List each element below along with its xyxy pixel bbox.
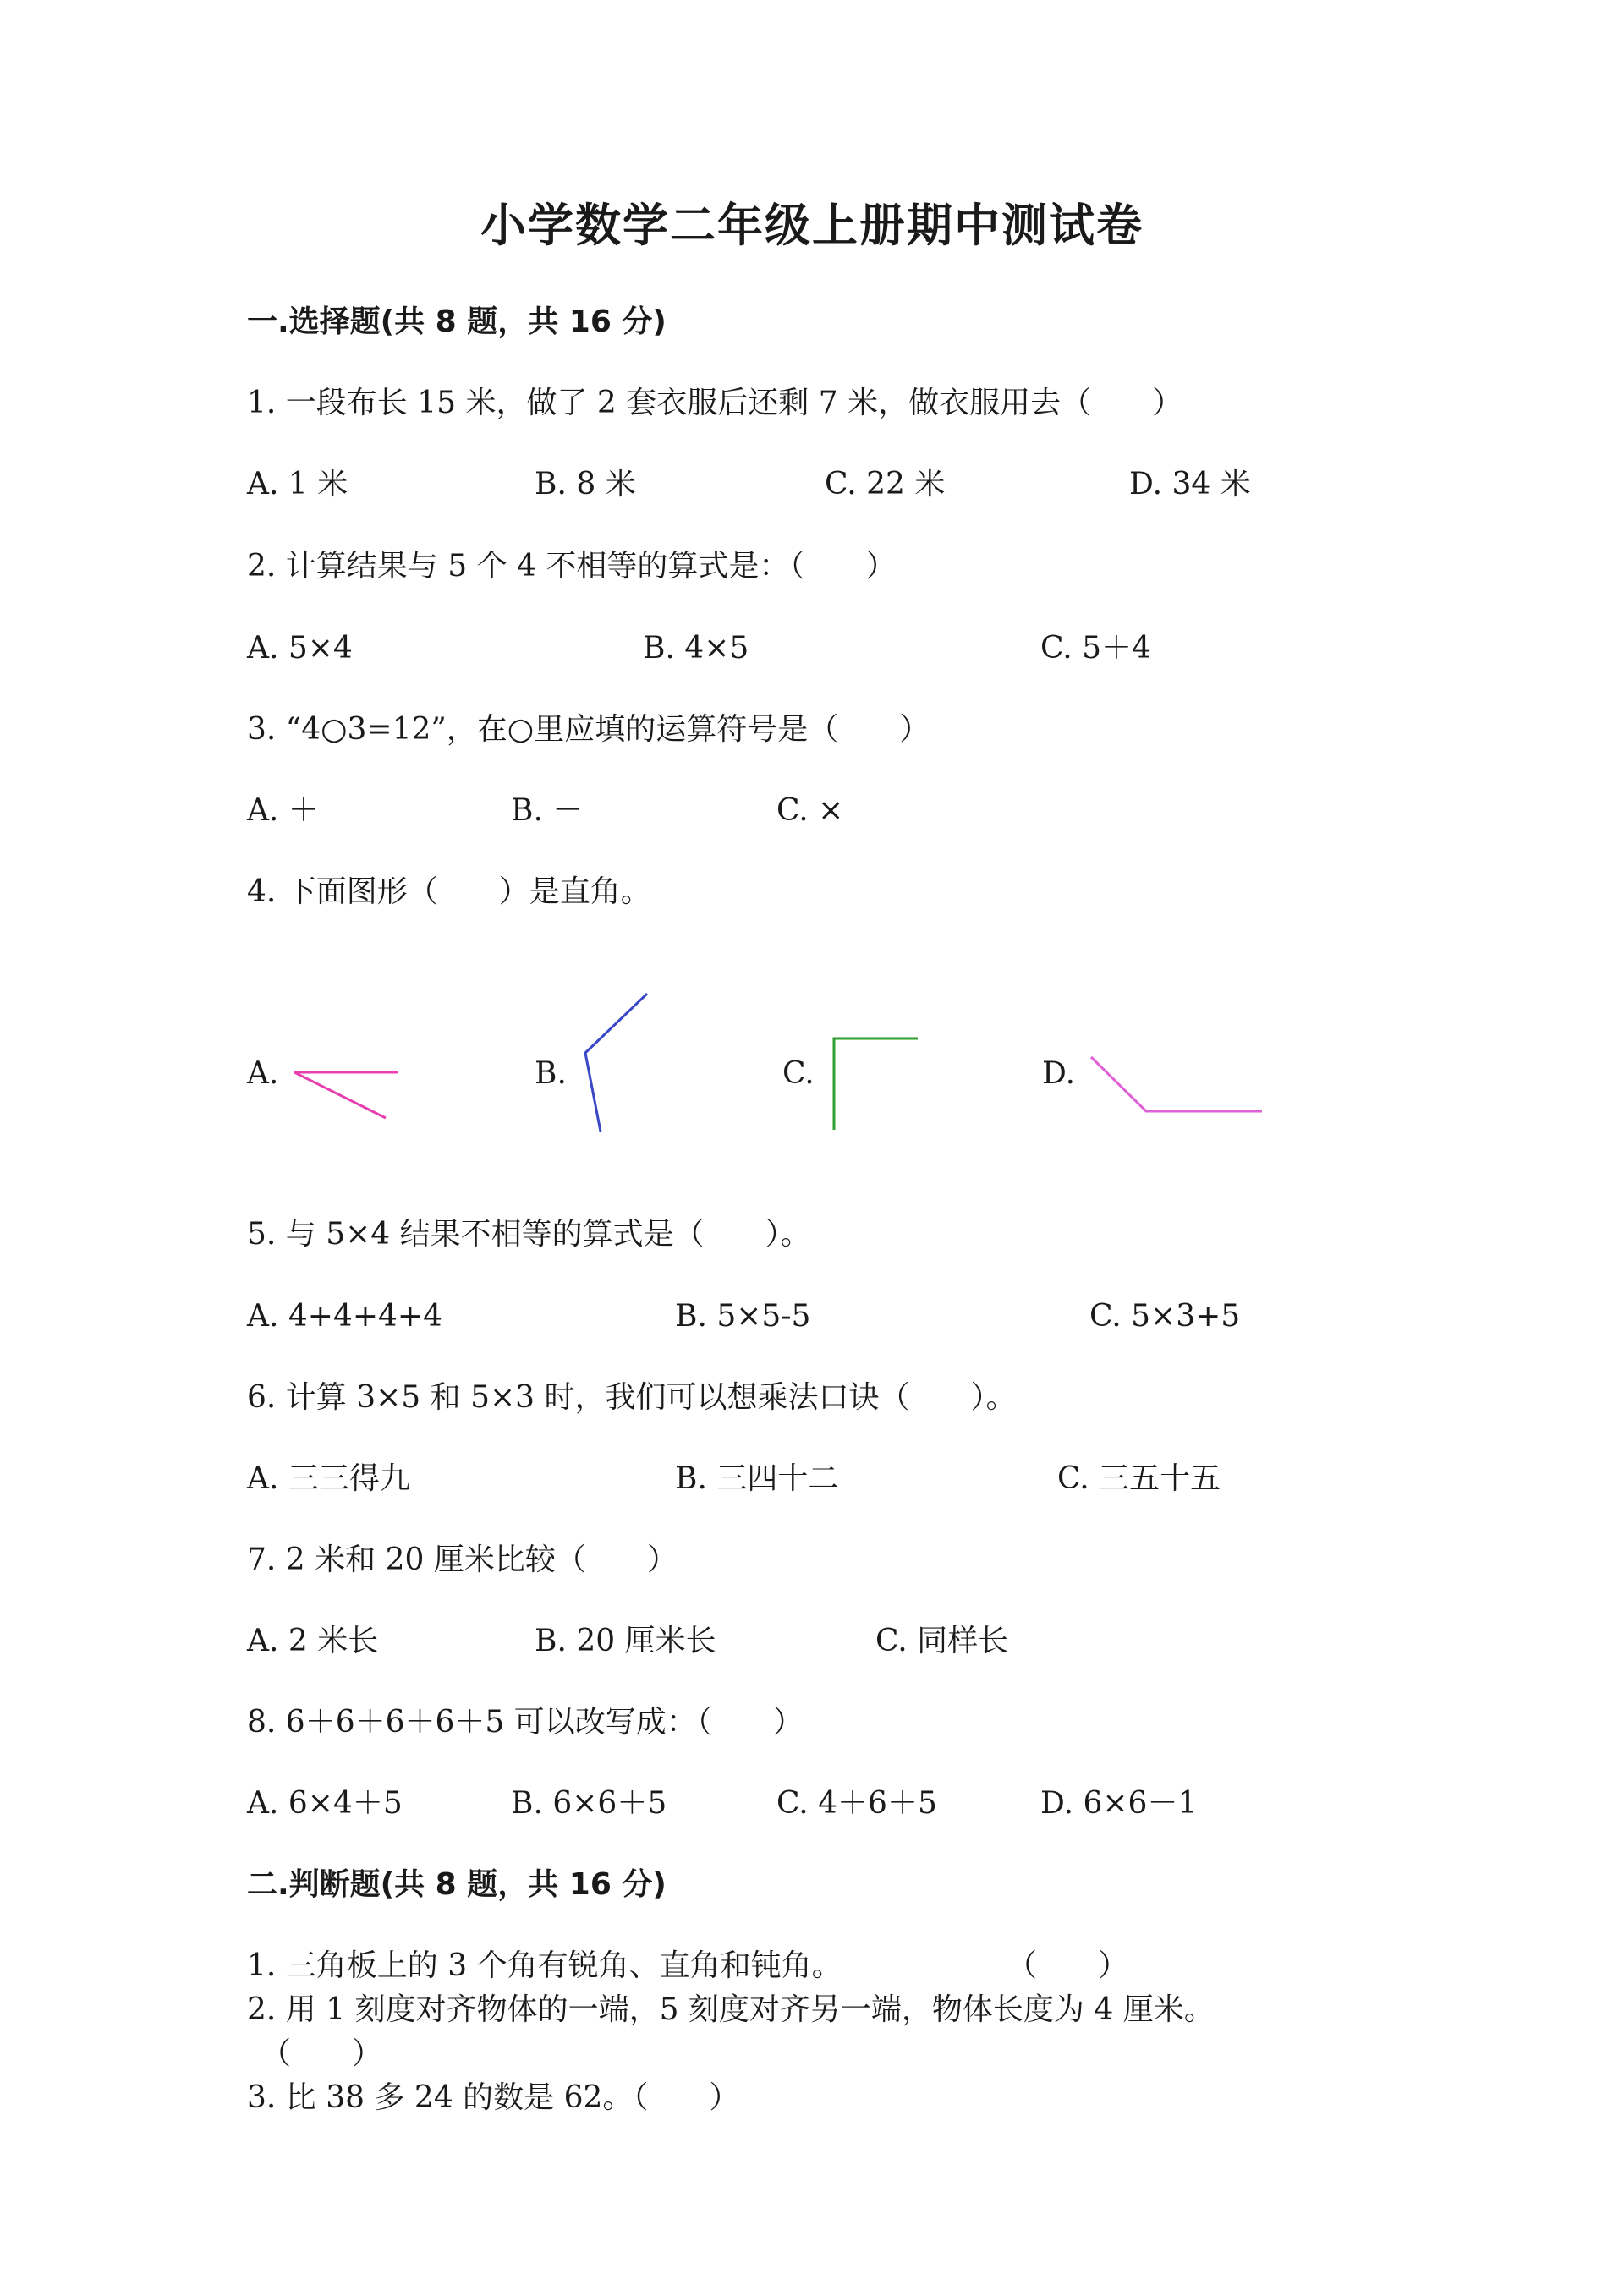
section-1-heading: 一.选择题(共 8 题，共 16 分) [247, 304, 667, 339]
q1-8-option-a: A. 6×4＋5 [247, 1786, 403, 1821]
question-1-1: 1. 一段布长 15 米，做了 2 套衣服后还剩 7 米，做衣服用去（ ） [247, 386, 1183, 420]
question-2-2: 2. 用 1 刻度对齐物体的一端，5 刻度对齐另一端，物体长度为 4 厘米。 [247, 1992, 1215, 2027]
q1-6-option-c: C. 三五十五 [1057, 1461, 1221, 1496]
question-2-2-blank: （ ） [261, 2036, 383, 2071]
q1-8-option-b: B. 6×6＋5 [511, 1786, 667, 1821]
q1-4-option-d: D. [1042, 1056, 1076, 1091]
question-2-1: 1. 三角板上的 3 个角有锐角、直角和钝角。 [247, 1948, 842, 1983]
angle-figure-d [1091, 1057, 1262, 1111]
angle-figure-a [294, 1072, 398, 1118]
q1-1-option-a: A. 1 米 [247, 467, 348, 501]
q1-3-option-c: C. × [776, 793, 844, 828]
q1-1-option-d: D. 34 米 [1129, 467, 1251, 501]
q1-4-option-a: A. [247, 1056, 279, 1091]
q1-5-option-c: C. 5×3+5 [1089, 1299, 1241, 1334]
q1-6-option-b: B. 三四十二 [675, 1461, 839, 1496]
angle-figure-c [834, 1038, 918, 1130]
q1-3-option-a: A. ＋ [247, 793, 319, 828]
angle-figure-b [585, 994, 647, 1132]
q1-5-option-a: A. 4+4+4+4 [247, 1299, 442, 1334]
q1-1-option-c: C. 22 米 [825, 467, 946, 501]
section-2-heading: 二.判断题(共 8 题，共 16 分) [247, 1867, 667, 1902]
question-2-1-blank: （ ） [1007, 1948, 1129, 1983]
q1-7-option-c: C. 同样长 [875, 1624, 1009, 1658]
q1-3-option-b: B. － [511, 793, 584, 828]
q1-1-option-b: B. 8 米 [535, 467, 636, 501]
question-1-3: 3. “4○3=12”，在○里应填的运算符号是（ ） [247, 712, 930, 747]
question-1-6: 6. 计算 3×5 和 5×3 时，我们可以想乘法口诀（ ）。 [247, 1380, 1017, 1415]
question-1-4: 4. 下面图形（ ）是直角。 [247, 874, 651, 909]
q1-8-option-c: C. 4＋6＋5 [776, 1786, 937, 1821]
q1-6-option-a: A. 三三得九 [247, 1461, 410, 1496]
question-2-3: 3. 比 38 多 24 的数是 62。（ ） [247, 2080, 740, 2115]
question-1-8: 8. 6＋6＋6＋6＋5 可以改写成：（ ） [247, 1705, 804, 1740]
q1-7-option-a: A. 2 米长 [247, 1624, 379, 1658]
question-1-7: 7. 2 米和 20 厘米比较（ ） [247, 1543, 678, 1577]
exam-title: 小学数学二年级上册期中测试卷 [480, 199, 1144, 252]
question-1-2: 2. 计算结果与 5 个 4 不相等的算式是：（ ） [247, 549, 897, 584]
question-1-5: 5. 与 5×4 结果不相等的算式是（ ）。 [247, 1217, 811, 1252]
q1-8-option-d: D. 6×6－1 [1040, 1786, 1198, 1821]
q1-5-option-b: B. 5×5-5 [675, 1299, 811, 1334]
q1-4-option-c: C. [782, 1056, 815, 1091]
q1-2-option-a: A. 5×4 [247, 631, 353, 666]
q1-4-option-b: B. [535, 1056, 567, 1091]
q1-7-option-b: B. 20 厘米长 [535, 1624, 716, 1658]
q1-2-option-b: B. 4×5 [643, 631, 749, 666]
q1-2-option-c: C. 5＋4 [1040, 631, 1151, 666]
